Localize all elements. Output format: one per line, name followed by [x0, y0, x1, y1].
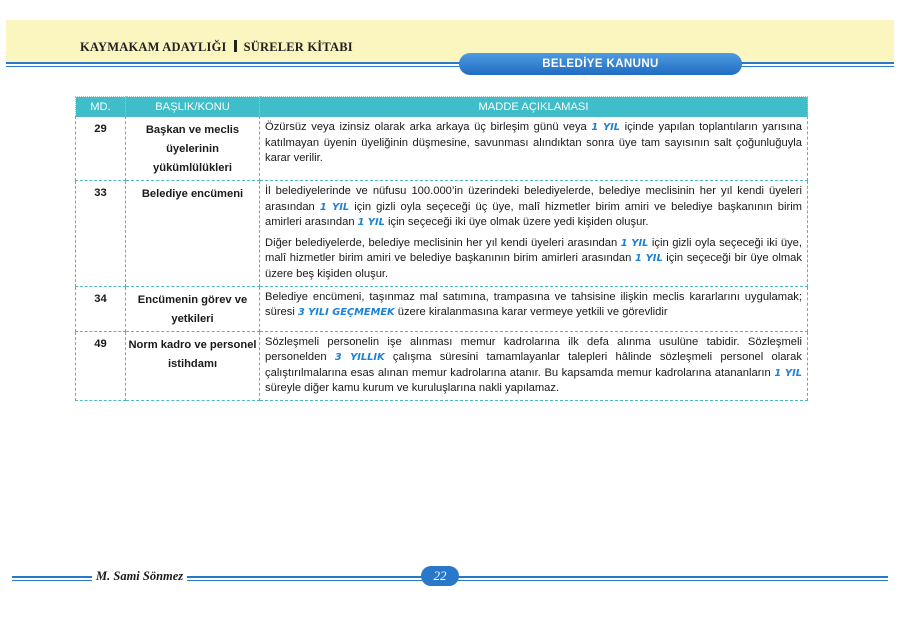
article-topic: Encümenin görev ve yetkileri	[126, 286, 260, 331]
description-text: için seçeceği bir üye olmak üzere beş kişiden oluşur.	[265, 252, 802, 280]
duration-highlight: 1 YIL	[774, 367, 802, 379]
header-rule	[6, 62, 894, 64]
footer-rule-left	[12, 576, 422, 578]
article-number: 29	[76, 117, 126, 181]
description-text: İl belediyelerinde ve nüfusu 100.000’in üzerindeki belediyelerde, belediye meclisinin her yıl kendi üyeleri arasından	[265, 185, 802, 213]
column-header-topic: BAŞLIK/KONU	[126, 97, 260, 117]
description-text: için gizli oyla seçeceği üç üye, malî hizmetler birim amiri ve belediye başkanının birim amirleri arasından	[265, 200, 803, 229]
description-text: Özürsüz veya izinsiz olarak arka arkaya üç birleşim günü veya	[265, 121, 592, 133]
section-title: BELEDİYE KANUNU	[459, 53, 742, 75]
description-text: çalışma süresini tamamlayanlar talepleri hâlinde sözleşmeli personel olarak çalıştırılmalarına esas alınan memur kadrolarına atanır. Bu kapsamda memur kadrolarına atananların	[265, 351, 802, 379]
column-header-no: MD.	[76, 97, 126, 117]
article-number: 34	[76, 286, 126, 331]
article-number: 49	[76, 331, 126, 400]
article-topic: Başkan ve meclis üyelerinin yükümlülükleri	[126, 117, 260, 181]
table-row	[76, 181, 808, 287]
description-text: Diğer belediyelerde, belediye meclisinin her yıl kendi üyeleri arasından	[265, 236, 621, 249]
description-paragraph	[265, 290, 802, 321]
duration-highlight: 1 YIL	[591, 122, 621, 133]
author-name: M. Sami Sönmez	[92, 569, 187, 584]
footer-rule-right	[458, 576, 888, 578]
article-description	[260, 286, 808, 331]
footer-rule-right-thin	[458, 580, 888, 581]
description-text: üzere kiralanmasına karar vermeye yetkili ve görevlidir	[394, 306, 668, 319]
articles-table	[75, 96, 808, 401]
description-paragraph	[265, 335, 802, 397]
article-topic: Belediye encümeni	[126, 181, 260, 287]
header-rule-thin	[6, 66, 894, 67]
description-paragraph	[265, 184, 802, 231]
duration-highlight: 3 YILI GEÇMEMEK	[297, 307, 395, 319]
table-row	[76, 117, 808, 181]
description-paragraph	[265, 120, 802, 167]
duration-highlight: 1 YIL	[357, 217, 385, 229]
article-description	[260, 117, 808, 181]
article-number: 33	[76, 181, 126, 287]
table-header-row	[76, 97, 808, 117]
description-text: süreyle diğer kamu kurum ve kuruluşlarına nakli yapılamaz.	[265, 382, 560, 395]
table-body	[76, 117, 808, 401]
footer-rule-left-thin	[12, 580, 422, 581]
duration-highlight: 3 YILLIK	[334, 352, 385, 364]
page-number: 22	[421, 566, 459, 586]
duration-highlight: 1 YIL	[319, 201, 350, 213]
duration-highlight: 1 YIL	[620, 237, 649, 249]
description-text: Sözleşmeli personelin işe alınması memur kadrolarına ilk defa alınma usulüne tabidir. Sözleşmeli personelden	[265, 335, 802, 364]
table-row	[76, 331, 808, 400]
table-row	[76, 286, 808, 331]
description-text: içinde yapılan toplantıların yarısına katılmayan üyenin üyeliğinin düşmesine, savunması alındıktan sonra üye tam sayısının salt çoğunluğuyla karar verilir.	[265, 121, 802, 165]
description-text: için gizli oyla seçeceği iki üye, malî hizmetler birim amiri ve belediye başkanının birim amirleri arasından	[265, 236, 802, 265]
title-separator	[234, 40, 237, 52]
duration-highlight: 1 YIL	[634, 253, 663, 265]
running-title	[80, 40, 353, 55]
book-title-right: SÜRELER KİTABI	[243, 40, 353, 54]
description-text: Belediye encümeni, taşınmaz mal satımına, trampasına ve tahsisine ilişkin meclis kararlarını uygulamak; süresi	[265, 290, 802, 319]
description-paragraph	[265, 236, 802, 283]
description-text: için seçeceği iki üye olmak üzere yedi kişiden oluşur.	[384, 216, 649, 229]
article-topic: Norm kadro ve personel istihdamı	[126, 331, 260, 400]
article-description	[260, 331, 808, 400]
book-title-left: KAYMAKAM ADAYLIĞI	[80, 40, 227, 54]
column-header-description: MADDE AÇIKLAMASI	[260, 97, 808, 117]
article-description	[260, 181, 808, 287]
